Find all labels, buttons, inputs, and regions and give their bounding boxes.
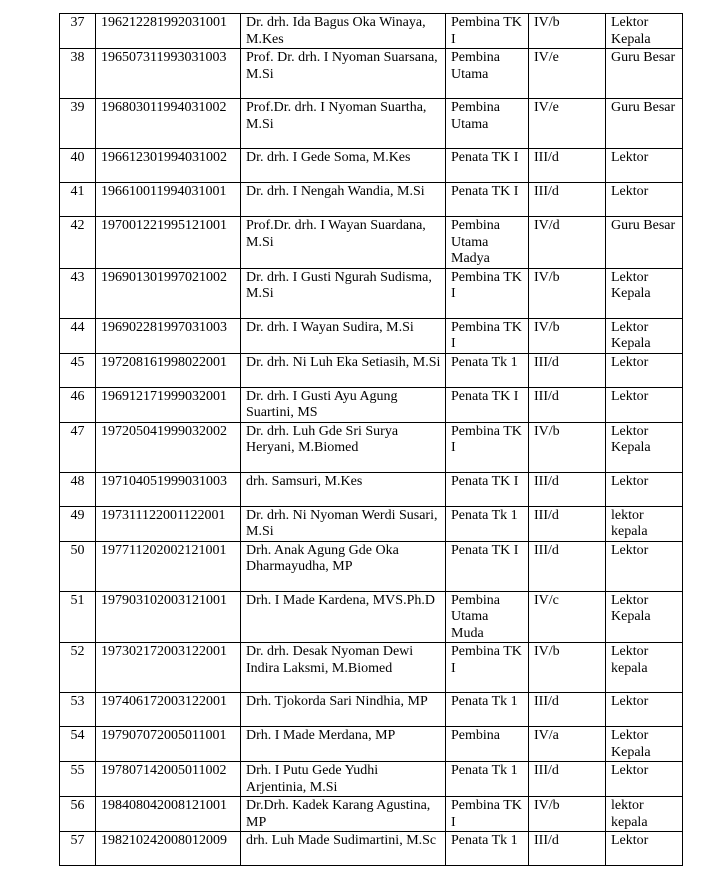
cell-jabatan: Lektor Kepala bbox=[606, 268, 683, 318]
cell-pangkat: Pembina TK I bbox=[446, 14, 529, 49]
cell-nip: 197208161998022001 bbox=[96, 353, 241, 387]
cell-name: Drh. Anak Agung Gde Oka Dharmayudha, MP bbox=[241, 541, 446, 591]
table-row bbox=[60, 14, 683, 49]
cell-jabatan: Guru Besar bbox=[606, 99, 683, 149]
cell-jabatan: Guru Besar bbox=[606, 49, 683, 99]
cell-nip: 196507311993031003 bbox=[96, 49, 241, 99]
cell-jabatan: lektor kepala bbox=[606, 506, 683, 541]
cell-pangkat: Pembina Utama Muda bbox=[446, 591, 529, 643]
cell-no: 50 bbox=[60, 541, 96, 591]
cell-pangkat: Pembina Utama Madya bbox=[446, 217, 529, 269]
cell-golongan: IV/b bbox=[529, 422, 606, 472]
table-row bbox=[60, 797, 683, 832]
cell-name: drh. Luh Made Sudimartini, M.Sc bbox=[241, 832, 446, 866]
cell-golongan: IV/a bbox=[529, 727, 606, 762]
cell-pangkat: Pembina TK I bbox=[446, 797, 529, 832]
cell-golongan: III/d bbox=[529, 541, 606, 591]
cell-no: 40 bbox=[60, 149, 96, 183]
cell-jabatan: Lektor Kepala bbox=[606, 422, 683, 472]
cell-name: Dr. drh. I Wayan Sudira, M.Si bbox=[241, 318, 446, 353]
cell-nip: 196902281997031003 bbox=[96, 318, 241, 353]
cell-golongan: III/d bbox=[529, 762, 606, 797]
cell-nip: 196901301997021002 bbox=[96, 268, 241, 318]
cell-pangkat: Pembina TK I bbox=[446, 422, 529, 472]
table-row bbox=[60, 387, 683, 422]
table-row bbox=[60, 472, 683, 506]
cell-nip: 198408042008121001 bbox=[96, 797, 241, 832]
cell-jabatan: Lektor bbox=[606, 472, 683, 506]
cell-pangkat: Penata Tk 1 bbox=[446, 506, 529, 541]
cell-pangkat: Penata TK I bbox=[446, 472, 529, 506]
cell-nip: 197903102003121001 bbox=[96, 591, 241, 643]
table-row bbox=[60, 268, 683, 318]
cell-pangkat: Pembina TK I bbox=[446, 318, 529, 353]
cell-name: Dr. drh. I Gede Soma, M.Kes bbox=[241, 149, 446, 183]
table-row bbox=[60, 99, 683, 149]
cell-golongan: IV/b bbox=[529, 643, 606, 693]
cell-jabatan: Lektor bbox=[606, 762, 683, 797]
cell-name: Prof.Dr. drh. I Nyoman Suartha, M.Si bbox=[241, 99, 446, 149]
table-row bbox=[60, 832, 683, 866]
cell-name: Drh. I Putu Gede Yudhi Arjentinia, M.Si bbox=[241, 762, 446, 797]
table-row bbox=[60, 422, 683, 472]
cell-nip: 197406172003122001 bbox=[96, 693, 241, 727]
cell-name: Dr. drh. I Gusti Ayu Agung Suartini, MS bbox=[241, 387, 446, 422]
cell-golongan: III/d bbox=[529, 506, 606, 541]
cell-no: 42 bbox=[60, 217, 96, 269]
cell-golongan: IV/d bbox=[529, 217, 606, 269]
cell-golongan: IV/b bbox=[529, 14, 606, 49]
cell-golongan: III/d bbox=[529, 149, 606, 183]
cell-pangkat: Pembina TK I bbox=[446, 268, 529, 318]
cell-no: 48 bbox=[60, 472, 96, 506]
cell-nip: 197711202002121001 bbox=[96, 541, 241, 591]
cell-name: Dr. drh. Ida Bagus Oka Winaya, M.Kes bbox=[241, 14, 446, 49]
table-row bbox=[60, 183, 683, 217]
cell-no: 44 bbox=[60, 318, 96, 353]
table-row bbox=[60, 353, 683, 387]
cell-pangkat: Penata Tk 1 bbox=[446, 353, 529, 387]
table-row bbox=[60, 643, 683, 693]
cell-golongan: IV/e bbox=[529, 99, 606, 149]
cell-jabatan: Lektor Kepala bbox=[606, 727, 683, 762]
cell-no: 43 bbox=[60, 268, 96, 318]
cell-pangkat: Penata Tk 1 bbox=[446, 693, 529, 727]
cell-no: 47 bbox=[60, 422, 96, 472]
cell-pangkat: Pembina Utama bbox=[446, 99, 529, 149]
cell-name: Dr. drh. Ni Luh Eka Setiasih, M.Si bbox=[241, 353, 446, 387]
cell-nip: 196803011994031002 bbox=[96, 99, 241, 149]
cell-nip: 197205041999032002 bbox=[96, 422, 241, 472]
cell-golongan: IV/e bbox=[529, 49, 606, 99]
cell-pangkat: Penata TK I bbox=[446, 387, 529, 422]
cell-jabatan: Lektor bbox=[606, 183, 683, 217]
cell-name: Dr. drh. I Gusti Ngurah Sudisma, M.Si bbox=[241, 268, 446, 318]
cell-name: drh. Samsuri, M.Kes bbox=[241, 472, 446, 506]
cell-jabatan: Lektor kepala bbox=[606, 643, 683, 693]
cell-no: 45 bbox=[60, 353, 96, 387]
cell-jabatan: Lektor Kepala bbox=[606, 14, 683, 49]
cell-no: 52 bbox=[60, 643, 96, 693]
cell-nip: 197104051999031003 bbox=[96, 472, 241, 506]
cell-jabatan: Lektor bbox=[606, 693, 683, 727]
cell-golongan: III/d bbox=[529, 183, 606, 217]
cell-no: 39 bbox=[60, 99, 96, 149]
cell-name: Drh. I Made Merdana, MP bbox=[241, 727, 446, 762]
cell-pangkat: Pembina bbox=[446, 727, 529, 762]
table-row bbox=[60, 49, 683, 99]
table-row bbox=[60, 149, 683, 183]
table-row bbox=[60, 591, 683, 643]
cell-no: 41 bbox=[60, 183, 96, 217]
cell-no: 57 bbox=[60, 832, 96, 866]
cell-nip: 196912171999032001 bbox=[96, 387, 241, 422]
cell-nip: 196612301994031002 bbox=[96, 149, 241, 183]
cell-nip: 198210242008012009 bbox=[96, 832, 241, 866]
cell-name: Prof. Dr. drh. I Nyoman Suarsana, M.Si bbox=[241, 49, 446, 99]
cell-name: Prof.Dr. drh. I Wayan Suardana, M.Si bbox=[241, 217, 446, 269]
cell-golongan: III/d bbox=[529, 832, 606, 866]
cell-name: Dr. drh. Desak Nyoman Dewi Indira Laksmi, M.Biomed bbox=[241, 643, 446, 693]
cell-golongan: IV/b bbox=[529, 797, 606, 832]
table-body bbox=[60, 14, 683, 866]
cell-pangkat: Penata TK I bbox=[446, 149, 529, 183]
cell-no: 54 bbox=[60, 727, 96, 762]
lecturer-table bbox=[59, 13, 683, 866]
cell-pangkat: Penata Tk 1 bbox=[446, 762, 529, 797]
cell-jabatan: Lektor bbox=[606, 541, 683, 591]
cell-name: Dr. drh. Ni Nyoman Werdi Susari, M.Si bbox=[241, 506, 446, 541]
cell-golongan: IV/c bbox=[529, 591, 606, 643]
cell-pangkat: Pembina Utama bbox=[446, 49, 529, 99]
cell-no: 56 bbox=[60, 797, 96, 832]
cell-nip: 197311122001122001 bbox=[96, 506, 241, 541]
table-row bbox=[60, 318, 683, 353]
cell-golongan: III/d bbox=[529, 693, 606, 727]
cell-jabatan: Lektor bbox=[606, 832, 683, 866]
cell-golongan: IV/b bbox=[529, 268, 606, 318]
table-row bbox=[60, 762, 683, 797]
cell-name: Drh. Tjokorda Sari Nindhia, MP bbox=[241, 693, 446, 727]
cell-nip: 197907072005011001 bbox=[96, 727, 241, 762]
cell-jabatan: lektor kepala bbox=[606, 797, 683, 832]
cell-golongan: III/d bbox=[529, 472, 606, 506]
cell-no: 38 bbox=[60, 49, 96, 99]
cell-golongan: III/d bbox=[529, 387, 606, 422]
cell-no: 55 bbox=[60, 762, 96, 797]
cell-golongan: III/d bbox=[529, 353, 606, 387]
table-row bbox=[60, 693, 683, 727]
table-row bbox=[60, 506, 683, 541]
cell-name: Dr. drh. I Nengah Wandia, M.Si bbox=[241, 183, 446, 217]
table-row bbox=[60, 541, 683, 591]
cell-pangkat: Pembina TK I bbox=[446, 643, 529, 693]
cell-jabatan: Lektor bbox=[606, 353, 683, 387]
cell-nip: 197807142005011002 bbox=[96, 762, 241, 797]
cell-no: 53 bbox=[60, 693, 96, 727]
table-row bbox=[60, 217, 683, 269]
cell-jabatan: Lektor Kepala bbox=[606, 591, 683, 643]
cell-golongan: IV/b bbox=[529, 318, 606, 353]
cell-jabatan: Lektor bbox=[606, 149, 683, 183]
cell-name: Dr. drh. Luh Gde Sri Surya Heryani, M.Biomed bbox=[241, 422, 446, 472]
cell-nip: 197001221995121001 bbox=[96, 217, 241, 269]
cell-no: 46 bbox=[60, 387, 96, 422]
cell-pangkat: Penata TK I bbox=[446, 541, 529, 591]
cell-name: Drh. I Made Kardena, MVS.Ph.D bbox=[241, 591, 446, 643]
cell-name: Dr.Drh. Kadek Karang Agustina, MP bbox=[241, 797, 446, 832]
cell-jabatan: Lektor bbox=[606, 387, 683, 422]
cell-jabatan: Guru Besar bbox=[606, 217, 683, 269]
cell-jabatan: Lektor Kepala bbox=[606, 318, 683, 353]
cell-nip: 197302172003122001 bbox=[96, 643, 241, 693]
cell-no: 49 bbox=[60, 506, 96, 541]
table-row bbox=[60, 727, 683, 762]
cell-pangkat: Penata Tk 1 bbox=[446, 832, 529, 866]
cell-no: 37 bbox=[60, 14, 96, 49]
cell-pangkat: Penata TK I bbox=[446, 183, 529, 217]
cell-nip: 196610011994031001 bbox=[96, 183, 241, 217]
cell-no: 51 bbox=[60, 591, 96, 643]
cell-nip: 196212281992031001 bbox=[96, 14, 241, 49]
